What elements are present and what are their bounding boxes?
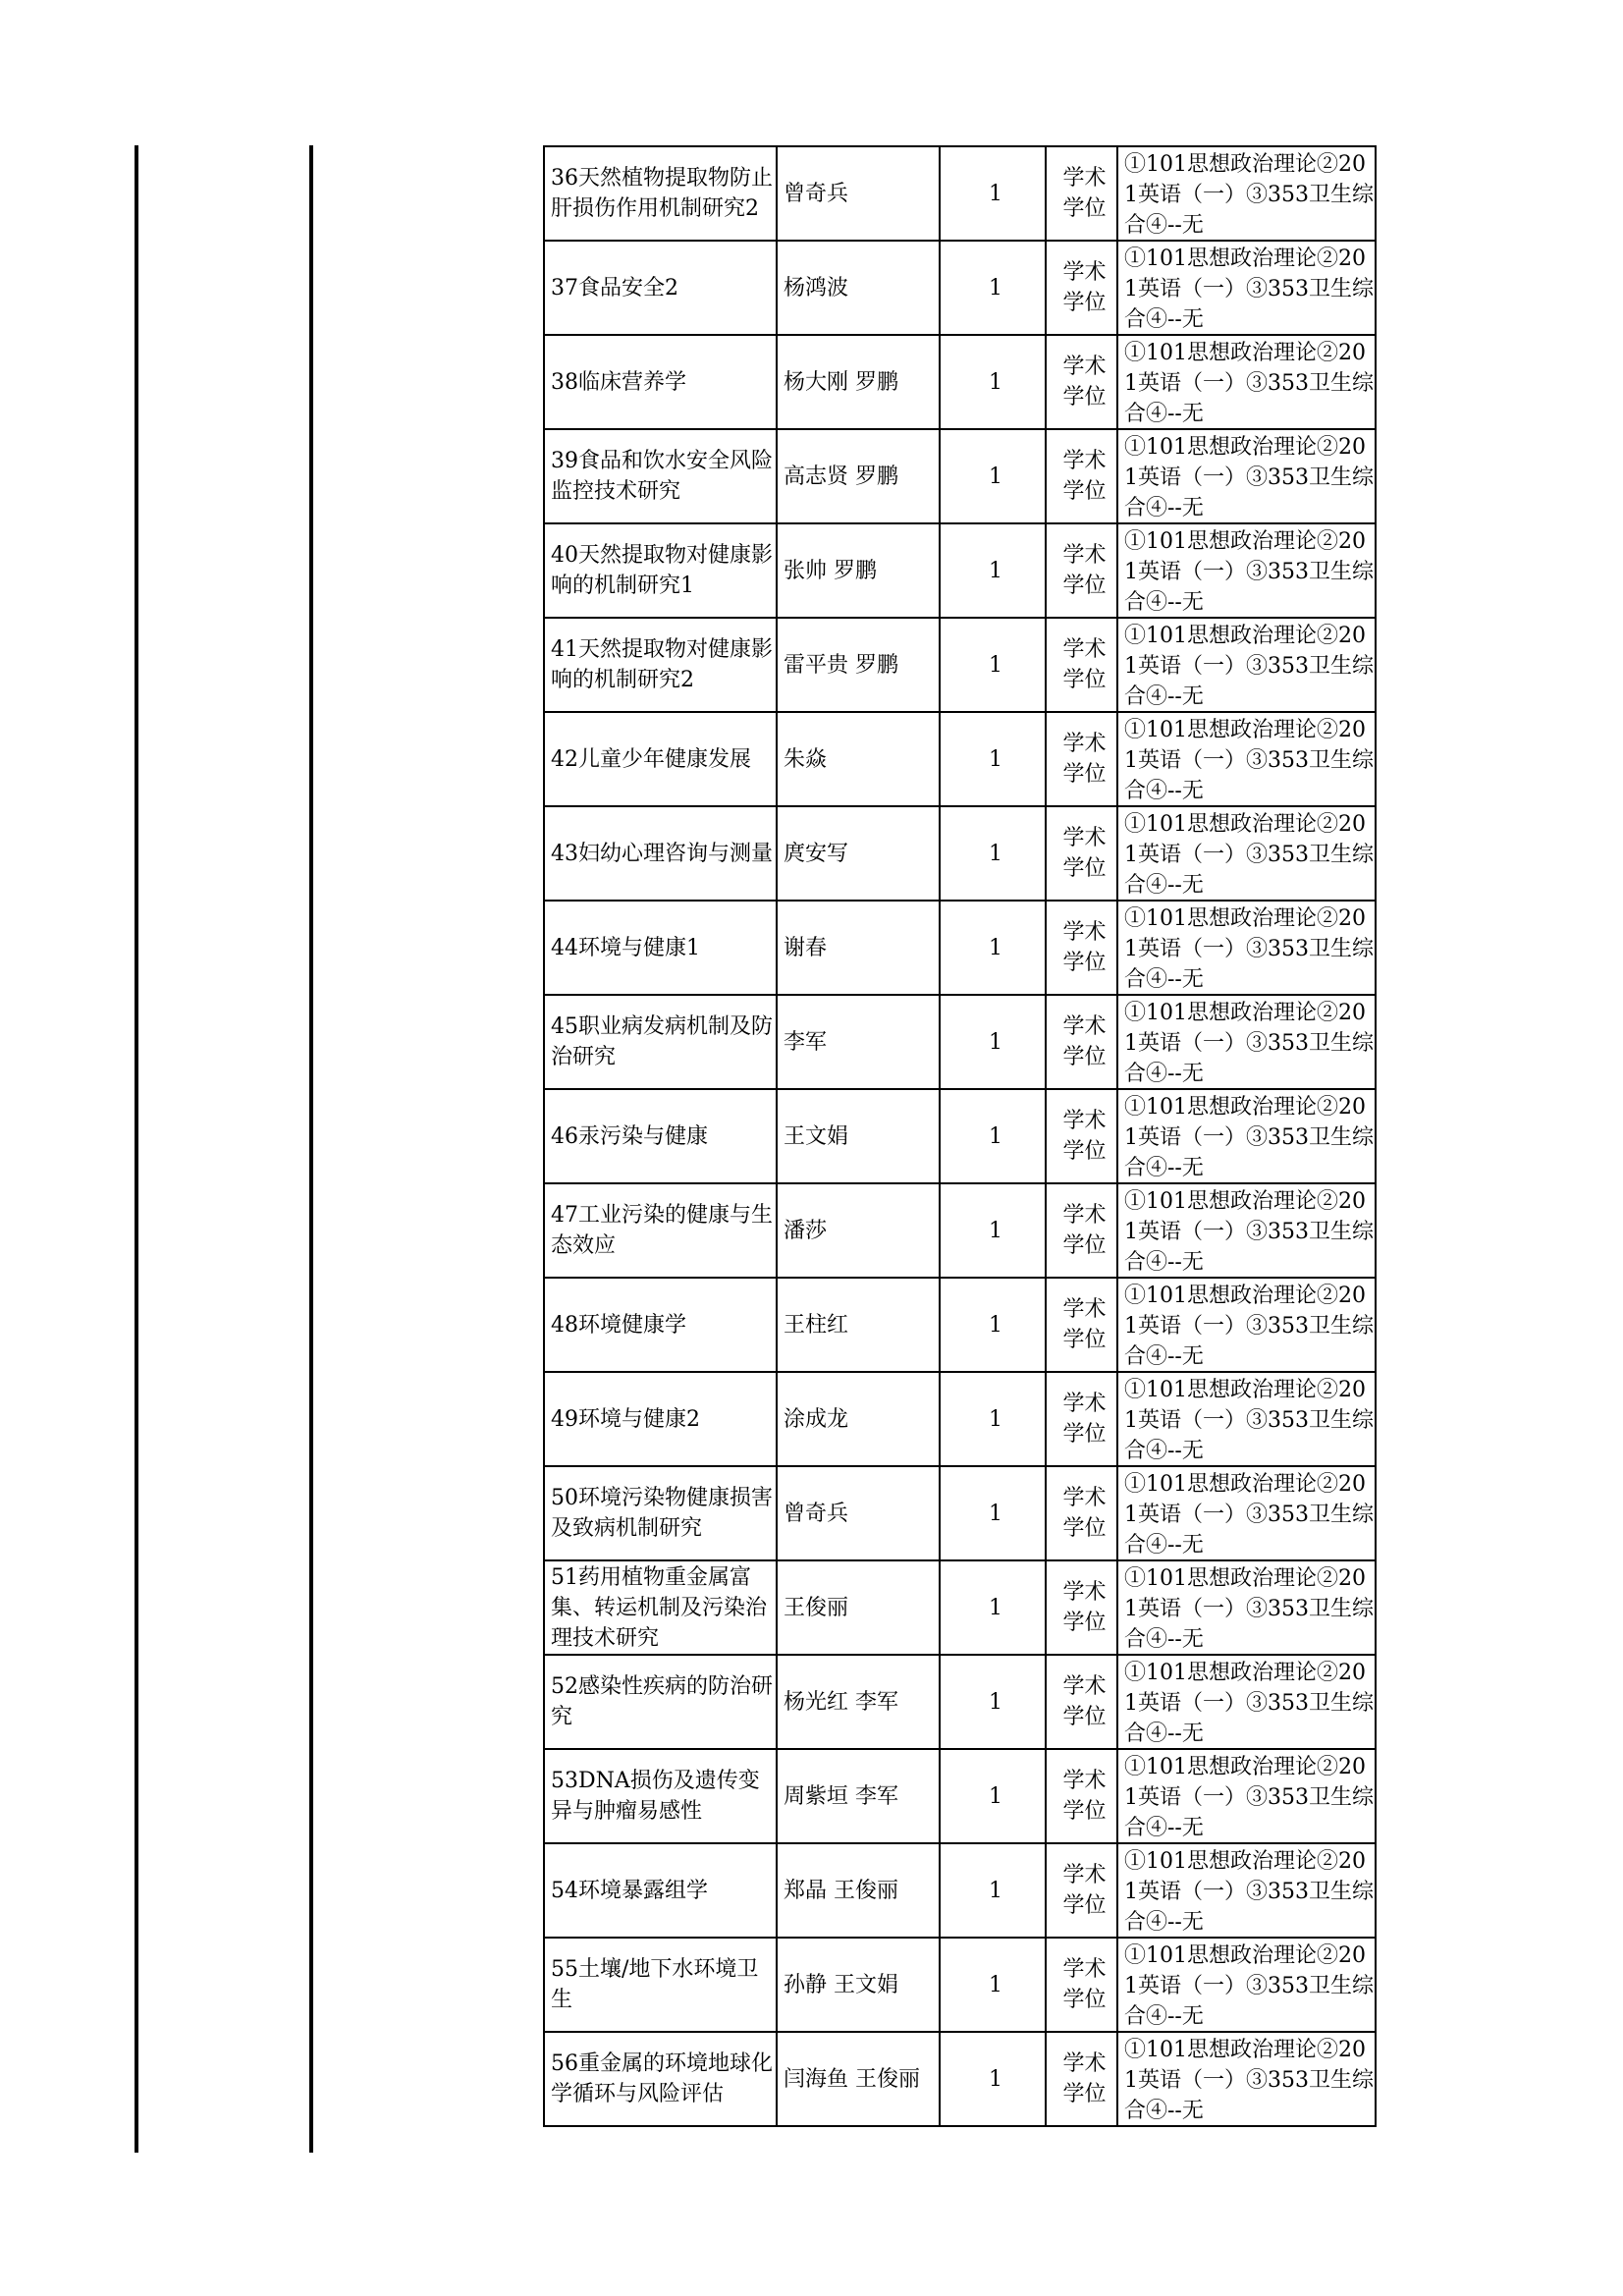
research-direction-table [543, 145, 1377, 2127]
table-row [544, 1843, 1376, 1938]
degree-type-cell: 学术学位 [1046, 523, 1117, 618]
degree-type-cell: 学术学位 [1046, 2032, 1117, 2126]
table-body [544, 146, 1376, 2126]
quota-cell: 1 [940, 1560, 1046, 1655]
exam-subjects-text: ①101思想政治理论②201英语（一）③353卫生综合④--无 [1124, 529, 1374, 615]
research-direction-cell: 51药用植物重金属富集、转运机制及污染治理技术研究 [544, 1560, 777, 1655]
exam-subjects-text: ①101思想政治理论②201英语（一）③353卫生综合④--无 [1124, 906, 1374, 992]
exam-subjects-text: ①101思想政治理论②201英语（一）③353卫生综合④--无 [1124, 624, 1374, 709]
supervisor-cell: 曾奇兵 [777, 146, 940, 241]
table-row [544, 806, 1376, 901]
exam-subjects-text: ①101思想政治理论②201英语（一）③353卫生综合④--无 [1124, 1284, 1374, 1369]
supervisor-cell: 李军 [777, 995, 940, 1089]
table-row [544, 1089, 1376, 1183]
table-row [544, 901, 1376, 995]
supervisor-cell: 曾奇兵 [777, 1466, 940, 1560]
supervisor-cell: 郑晶 王俊丽 [777, 1843, 940, 1938]
research-direction-cell: 49环境与健康2 [544, 1372, 777, 1466]
exam-subjects-text: ①101思想政治理论②201英语（一）③353卫生综合④--无 [1124, 1849, 1374, 1935]
exam-subjects-text: ①101思想政治理论②201英语（一）③353卫生综合④--无 [1124, 341, 1374, 426]
research-direction-cell: 43妇幼心理咨询与测量 [544, 806, 777, 901]
table-row [544, 1183, 1376, 1278]
quota-cell: 1 [940, 618, 1046, 712]
degree-type-cell: 学术学位 [1046, 806, 1117, 901]
exam-subjects-cell [1117, 1843, 1376, 1938]
research-direction-cell: 46汞污染与健康 [544, 1089, 777, 1183]
table-row [544, 712, 1376, 806]
research-direction-cell: 48环境健康学 [544, 1278, 777, 1372]
research-direction-cell: 54环境暴露组学 [544, 1843, 777, 1938]
exam-subjects-text: ①101思想政治理论②201英语（一）③353卫生综合④--无 [1124, 1378, 1374, 1463]
quota-cell: 1 [940, 901, 1046, 995]
exam-subjects-cell [1117, 1938, 1376, 2032]
degree-type-cell: 学术学位 [1046, 429, 1117, 523]
degree-type-cell: 学术学位 [1046, 1372, 1117, 1466]
quota-cell: 1 [940, 1466, 1046, 1560]
supervisor-cell: 庹安写 [777, 806, 940, 901]
exam-subjects-cell [1117, 1560, 1376, 1655]
table-row [544, 429, 1376, 523]
table-row [544, 1938, 1376, 2032]
quota-cell: 1 [940, 146, 1046, 241]
table-row [544, 1278, 1376, 1372]
table-row [544, 1655, 1376, 1749]
supervisor-cell: 雷平贵 罗鹏 [777, 618, 940, 712]
supervisor-cell: 王文娟 [777, 1089, 940, 1183]
research-direction-cell: 52感染性疾病的防治研究 [544, 1655, 777, 1749]
exam-subjects-text: ①101思想政治理论②201英语（一）③353卫生综合④--无 [1124, 1189, 1374, 1275]
table-row [544, 523, 1376, 618]
left-border-line [135, 145, 138, 2153]
supervisor-cell: 涂成龙 [777, 1372, 940, 1466]
supervisor-cell: 谢春 [777, 901, 940, 995]
table-row [544, 241, 1376, 335]
exam-subjects-cell [1117, 1749, 1376, 1843]
quota-cell: 1 [940, 1749, 1046, 1843]
exam-subjects-cell [1117, 241, 1376, 335]
table-row [544, 1749, 1376, 1843]
research-direction-cell: 55土壤/地下水环境卫生 [544, 1938, 777, 2032]
research-direction-cell: 56重金属的环境地球化学循环与风险评估 [544, 2032, 777, 2126]
exam-subjects-text: ①101思想政治理论②201英语（一）③353卫生综合④--无 [1124, 812, 1374, 898]
degree-type-cell: 学术学位 [1046, 995, 1117, 1089]
exam-subjects-text: ①101思想政治理论②201英语（一）③353卫生综合④--无 [1124, 2038, 1374, 2123]
research-direction-cell: 36天然植物提取物防止肝损伤作用机制研究2 [544, 146, 777, 241]
degree-type-cell: 学术学位 [1046, 1278, 1117, 1372]
research-direction-cell: 53DNA损伤及遗传变异与肿瘤易感性 [544, 1749, 777, 1843]
quota-cell: 1 [940, 2032, 1046, 2126]
exam-subjects-cell [1117, 429, 1376, 523]
quota-cell: 1 [940, 1089, 1046, 1183]
exam-subjects-text: ①101思想政治理论②201英语（一）③353卫生综合④--无 [1124, 1472, 1374, 1558]
exam-subjects-text: ①101思想政治理论②201英语（一）③353卫生综合④--无 [1124, 718, 1374, 803]
supervisor-cell: 周紫垣 李军 [777, 1749, 940, 1843]
quota-cell: 1 [940, 806, 1046, 901]
quota-cell: 1 [940, 1938, 1046, 2032]
exam-subjects-cell [1117, 901, 1376, 995]
research-direction-cell: 39食品和饮水安全风险监控技术研究 [544, 429, 777, 523]
supervisor-cell: 杨鸿波 [777, 241, 940, 335]
supervisor-cell: 王柱红 [777, 1278, 940, 1372]
exam-subjects-cell [1117, 995, 1376, 1089]
supervisor-cell: 孙静 王文娟 [777, 1938, 940, 2032]
table-row [544, 995, 1376, 1089]
research-direction-cell: 47工业污染的健康与生态效应 [544, 1183, 777, 1278]
exam-subjects-cell [1117, 806, 1376, 901]
degree-type-cell: 学术学位 [1046, 712, 1117, 806]
research-direction-cell: 40天然提取物对健康影响的机制研究1 [544, 523, 777, 618]
quota-cell: 1 [940, 335, 1046, 429]
quota-cell: 1 [940, 523, 1046, 618]
table-row [544, 1466, 1376, 1560]
quota-cell: 1 [940, 429, 1046, 523]
exam-subjects-text: ①101思想政治理论②201英语（一）③353卫生综合④--无 [1124, 1001, 1374, 1086]
exam-subjects-cell [1117, 1466, 1376, 1560]
exam-subjects-cell [1117, 712, 1376, 806]
supervisor-cell: 张帅 罗鹏 [777, 523, 940, 618]
exam-subjects-cell [1117, 618, 1376, 712]
degree-type-cell: 学术学位 [1046, 1466, 1117, 1560]
degree-type-cell: 学术学位 [1046, 618, 1117, 712]
exam-subjects-text: ①101思想政治理论②201英语（一）③353卫生综合④--无 [1124, 1755, 1374, 1840]
supervisor-cell: 潘莎 [777, 1183, 940, 1278]
table-row [544, 146, 1376, 241]
exam-subjects-text: ①101思想政治理论②201英语（一）③353卫生综合④--无 [1124, 1943, 1374, 2029]
exam-subjects-cell [1117, 1655, 1376, 1749]
exam-subjects-cell [1117, 2032, 1376, 2126]
exam-subjects-cell [1117, 523, 1376, 618]
exam-subjects-cell [1117, 146, 1376, 241]
exam-subjects-cell [1117, 1278, 1376, 1372]
degree-type-cell: 学术学位 [1046, 1749, 1117, 1843]
quota-cell: 1 [940, 712, 1046, 806]
degree-type-cell: 学术学位 [1046, 1938, 1117, 2032]
supervisor-cell: 闫海鱼 王俊丽 [777, 2032, 940, 2126]
table-row [544, 335, 1376, 429]
exam-subjects-cell [1117, 1089, 1376, 1183]
exam-subjects-text: ①101思想政治理论②201英语（一）③353卫生综合④--无 [1124, 152, 1374, 238]
degree-type-cell: 学术学位 [1046, 241, 1117, 335]
supervisor-cell: 杨大刚 罗鹏 [777, 335, 940, 429]
table-row [544, 1560, 1376, 1655]
quota-cell: 1 [940, 1843, 1046, 1938]
degree-type-cell: 学术学位 [1046, 901, 1117, 995]
exam-subjects-text: ①101思想政治理论②201英语（一）③353卫生综合④--无 [1124, 1566, 1374, 1652]
table-row [544, 1372, 1376, 1466]
exam-subjects-cell [1117, 1372, 1376, 1466]
degree-type-cell: 学术学位 [1046, 1655, 1117, 1749]
degree-type-cell: 学术学位 [1046, 1843, 1117, 1938]
exam-subjects-text: ①101思想政治理论②201英语（一）③353卫生综合④--无 [1124, 1661, 1374, 1746]
exam-subjects-text: ①101思想政治理论②201英语（一）③353卫生综合④--无 [1124, 1095, 1374, 1180]
exam-subjects-text: ①101思想政治理论②201英语（一）③353卫生综合④--无 [1124, 246, 1374, 332]
quota-cell: 1 [940, 1183, 1046, 1278]
quota-cell: 1 [940, 241, 1046, 335]
research-direction-cell: 41天然提取物对健康影响的机制研究2 [544, 618, 777, 712]
research-direction-cell: 38临床营养学 [544, 335, 777, 429]
degree-type-cell: 学术学位 [1046, 1560, 1117, 1655]
supervisor-cell: 王俊丽 [777, 1560, 940, 1655]
research-direction-cell: 50环境污染物健康损害及致病机制研究 [544, 1466, 777, 1560]
exam-subjects-text: ①101思想政治理论②201英语（一）③353卫生综合④--无 [1124, 435, 1374, 520]
research-direction-cell: 42儿童少年健康发展 [544, 712, 777, 806]
supervisor-cell: 高志贤 罗鹏 [777, 429, 940, 523]
quota-cell: 1 [940, 1655, 1046, 1749]
research-direction-cell: 37食品安全2 [544, 241, 777, 335]
exam-subjects-cell [1117, 335, 1376, 429]
research-direction-cell: 44环境与健康1 [544, 901, 777, 995]
exam-subjects-cell [1117, 1183, 1376, 1278]
table-row [544, 2032, 1376, 2126]
table-row [544, 618, 1376, 712]
supervisor-cell: 杨光红 李军 [777, 1655, 940, 1749]
supervisor-cell: 朱焱 [777, 712, 940, 806]
degree-type-cell: 学术学位 [1046, 146, 1117, 241]
degree-type-cell: 学术学位 [1046, 1089, 1117, 1183]
quota-cell: 1 [940, 1278, 1046, 1372]
quota-cell: 1 [940, 1372, 1046, 1466]
inner-border-line [309, 145, 313, 2153]
quota-cell: 1 [940, 995, 1046, 1089]
degree-type-cell: 学术学位 [1046, 335, 1117, 429]
degree-type-cell: 学术学位 [1046, 1183, 1117, 1278]
research-direction-cell: 45职业病发病机制及防治研究 [544, 995, 777, 1089]
